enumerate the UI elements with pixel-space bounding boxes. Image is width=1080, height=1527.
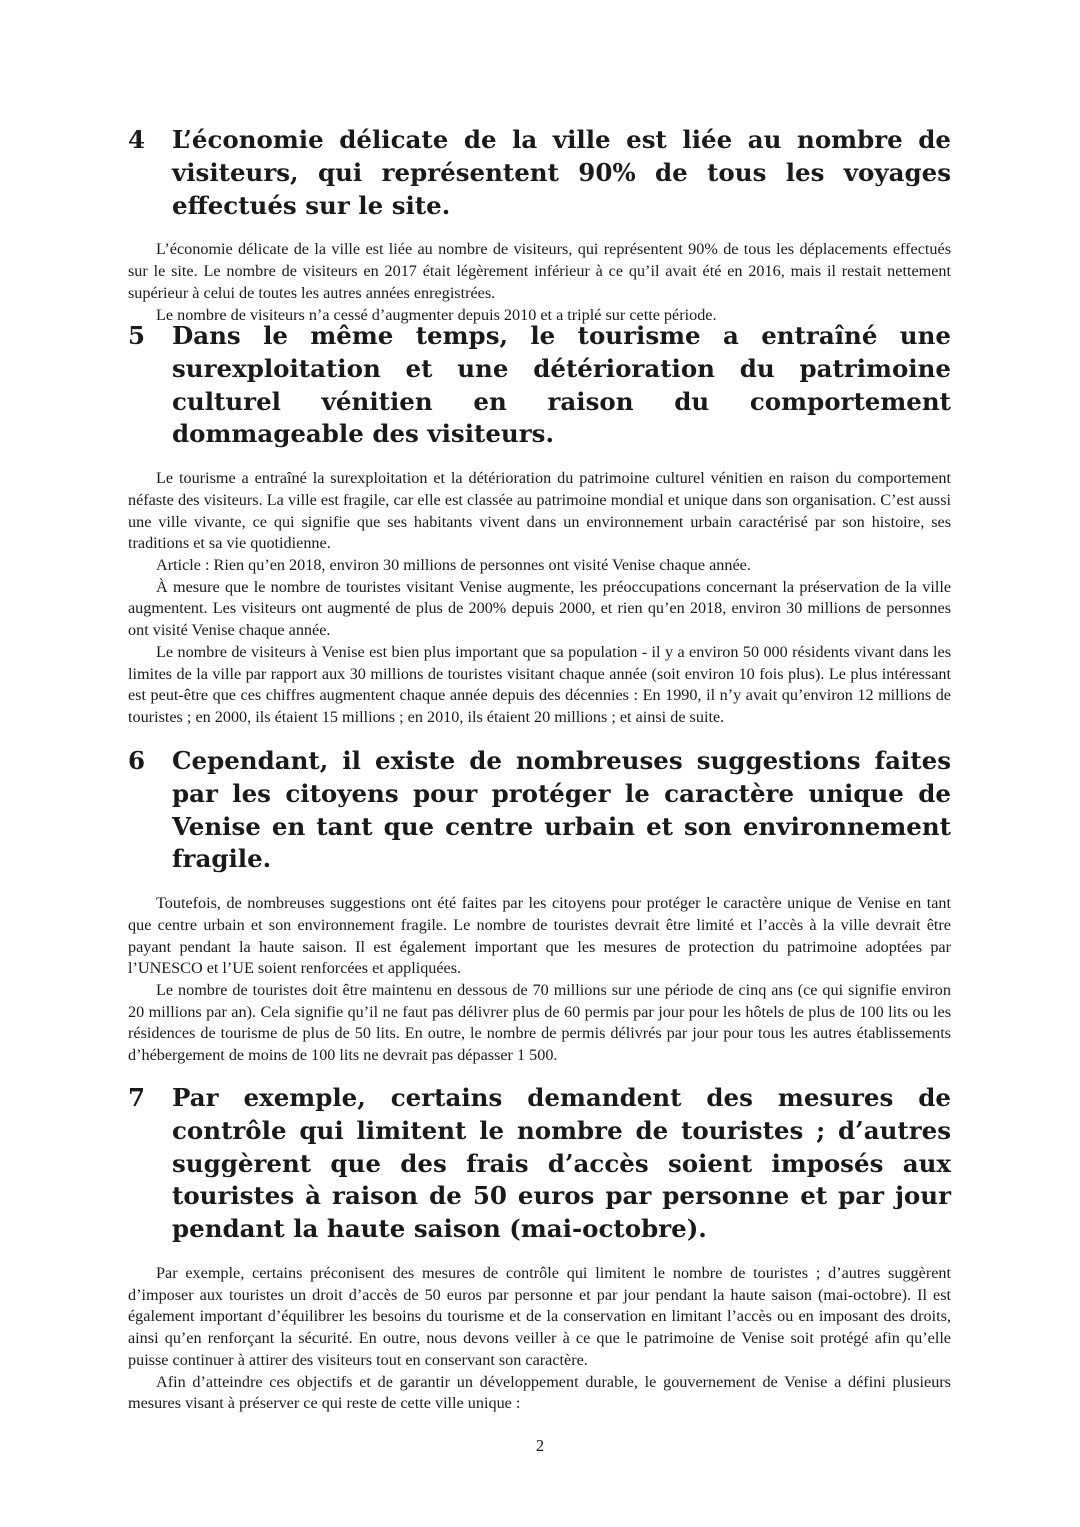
section-heading xyxy=(128,1082,951,1246)
section-5 xyxy=(128,320,951,729)
paragraph: À mesure que le nombre de touristes visitant Venise augmente, les préoccupations concernant la préservation de la ville augmentent. Les visiteurs ont augmenté de plus de 200% depuis 2000, et rien qu’en 2018, environ 30 millions de personnes ont visité Venise chaque année. xyxy=(128,577,951,640)
paragraph: Le tourisme a entraîné la surexploitation et la détérioration du patrimoine culturel vénitien en raison du comportement néfaste des visiteurs. La ville est fragile, car elle est classée au patrimoine mondial et unique dans son organisation. C’est aussi une ville vivante, ce qui signifie que ses habitants vivent dans un environnement urbain caractérisé par son histoire, ses traditions et sa vie quotidienne. xyxy=(128,469,951,553)
section-heading xyxy=(128,745,951,876)
section-number: 5 xyxy=(128,321,146,350)
page-number: 2 xyxy=(535,1436,545,1455)
paragraph: Le nombre de touristes doit être maintenu en dessous de 70 millions sur une période de cinq ans (ce qui signifie environ 20 millions par an). Cela signifie qu’il ne faut pas délivrer plus de 60 permis par jour pour les hôtels de plus de 100 lits ou les résidences de tourisme de plus de 50 lits. En outre, le nombre de permis délivrés par jour pour tous les autres établissements d’hébergement de moins de 100 lits ne devrait pas dépasser 1 500. xyxy=(128,981,951,1065)
section-title: Cependant, il existe de nombreuses suggestions faites par les citoyens pour protéger le caractère unique de Venise en tant que centre urbain et son environnement fragile. xyxy=(172,746,951,874)
section-heading xyxy=(128,320,951,451)
section-6 xyxy=(128,745,951,1067)
paragraph: Par exemple, certains préconisent des mesures de contrôle qui limitent le nombre de touristes ; d’autres suggèrent d’imposer aux touristes un droit d’accès de 50 euros par personne et par jour pendant la haute saison (mai-octobre). Il est également important d’équilibrer les besoins du tourisme et de la conservation en limitant l’accès ou en imposant des droits, ainsi qu’en renforçant la sécurité. En outre, nous devons veiller à ce que le patrimoine de Venise soit protégé afin qu’elle puisse continuer à attirer des visiteurs tout en conservant son caractère. xyxy=(128,1263,951,1369)
section-number: 7 xyxy=(128,1083,146,1112)
section-number: 4 xyxy=(128,125,146,154)
section-heading xyxy=(128,124,951,222)
section-7 xyxy=(128,1082,951,1415)
section-title: Dans le même temps, le tourisme a entraîné une surexploitation et une détérioration du patrimoine culturel vénitien en raison du comportement dommageable des visiteurs. xyxy=(172,321,951,449)
paragraph: L’économie délicate de la ville est liée au nombre de visiteurs, qui représentent 90% de tous les déplacements effectués sur le site. Le nombre de visiteurs en 2017 était légèrement inférieur à ce qu’il avait été en 2016, mais il restait nettement supérieur à celui de toutes les autres années enregistrées. xyxy=(128,240,951,302)
section-title: L’économie délicate de la ville est liée au nombre de visiteurs, qui représentent 90% de tous les voyages effectués sur le site. xyxy=(172,125,951,220)
paragraph: Article : Rien qu’en 2018, environ 30 millions de personnes ont visité Venise chaque année. xyxy=(156,556,751,574)
paragraph: Toutefois, de nombreuses suggestions ont été faites par les citoyens pour protéger le caractère unique de Venise en tant que centre urbain et son environnement fragile. Le nombre de touristes devrait être limité et l’accès à la ville devrait être payant pendant la haute saison. Il est également important que les mesures de protection du patrimoine adoptées par l’UNESCO et l’UE soient renforcées et appliquées. xyxy=(128,894,951,978)
paragraph: Le nombre de visiteurs n’a cessé d’augmenter depuis 2010 et a triplé sur cette période. xyxy=(156,305,717,324)
section-4 xyxy=(128,124,951,326)
section-title: Par exemple, certains demandent des mesures de contrôle qui limitent le nombre de touristes ; d’autres suggèrent que des frais d’accès soient imposés aux touristes à raison de 50 euros par personne et par jour pendant la haute saison (mai-octobre). xyxy=(172,1083,951,1244)
section-number: 6 xyxy=(128,746,146,775)
paragraph: Afin d’atteindre ces objectifs et de garantir un développement durable, le gouvernement de Venise a défini plusieurs mesures visant à préserver ce qui reste de cette ville unique : xyxy=(128,1372,951,1413)
paragraph: Le nombre de visiteurs à Venise est bien plus important que sa population - il y a environ 50 000 résidents vivant dans les limites de la ville par rapport aux 30 millions de touristes visitant chaque année (soit environ 10 fois plus). Le plus intéressant est peut-être que ces chiffres augmentent chaque année depuis des décennies : En 1990, il n’y avait qu’environ 12 millions de touristes ; en 2000, ils étaient 15 millions ; en 2010, ils étaient 20 millions ; et ainsi de suite. xyxy=(128,642,951,726)
